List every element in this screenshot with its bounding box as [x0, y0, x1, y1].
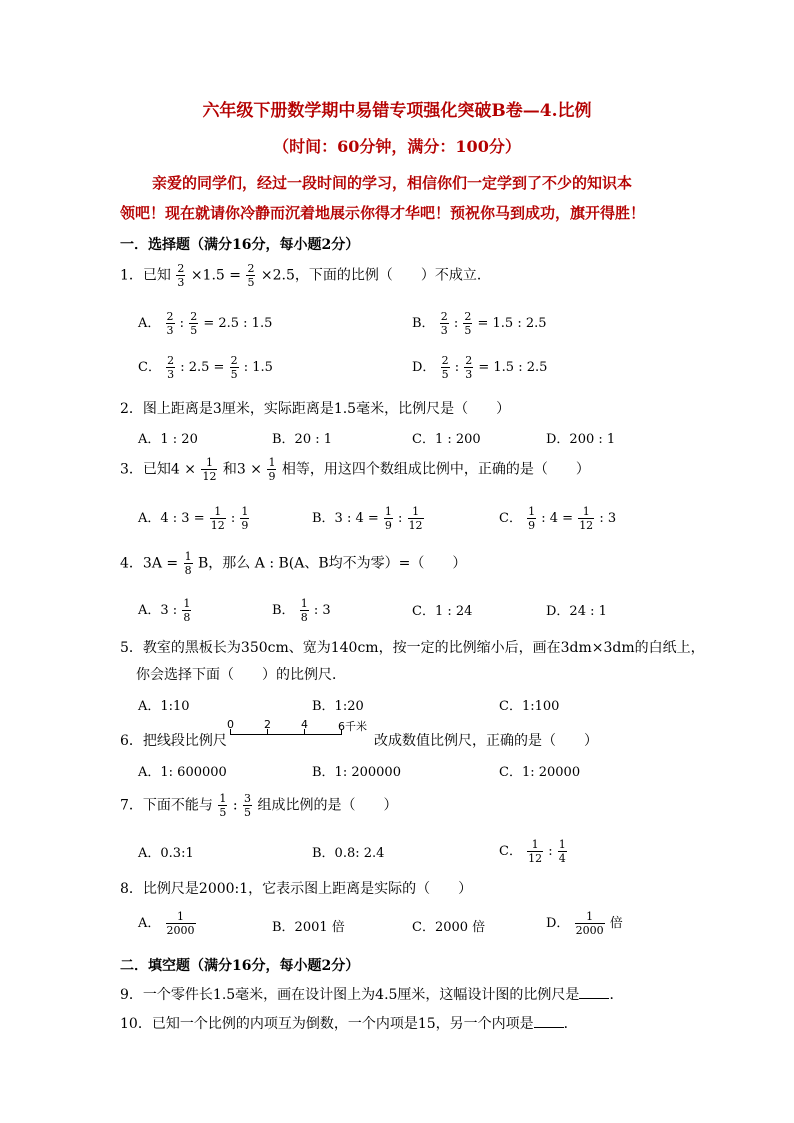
fraction — [166, 354, 175, 381]
numerator: 1 — [183, 597, 191, 610]
option-tail: : 3 — [313, 603, 331, 618]
numerator: 1 — [219, 792, 227, 805]
denominator: 3 — [167, 368, 175, 381]
denominator: 12 — [210, 519, 225, 532]
denominator: 12 — [579, 519, 594, 532]
denominator: 3 — [440, 324, 448, 337]
q7-option-a[interactable]: A．0.3:1 — [138, 846, 194, 861]
option-letter: B． — [412, 316, 435, 331]
fraction — [210, 505, 226, 532]
denominator: 5 — [441, 368, 449, 381]
numerator: 1 — [531, 838, 539, 851]
denominator: 8 — [184, 564, 192, 577]
q4-option-b[interactable] — [272, 597, 331, 624]
q6-option-c[interactable]: C．1: 20000 — [499, 765, 581, 780]
scale-label: 6千米 — [338, 720, 367, 733]
fraction — [527, 838, 543, 865]
denominator: 3 — [177, 276, 185, 289]
question-5-line-1: 5．教室的黑板长为350cm、宽为140cm，按一定的比例缩小后，画在3dm×3dm的白纸上， — [120, 640, 705, 656]
question-6-post: 改成数值比例尺，正确的是（ ） — [374, 733, 598, 749]
scale-label: 2 — [264, 718, 271, 731]
section-heading-fill: 二．填空题（满分16分，每小题2分） — [120, 958, 360, 974]
section-heading-choice: 一．选择题（满分16分，每小题2分） — [120, 237, 360, 253]
fraction — [527, 505, 536, 532]
q9-text: 9．一个零件长1.5毫米，画在设计图上为4.5厘米，这幅设计图的比例尺是 — [120, 987, 580, 1003]
denominator: 12 — [528, 852, 543, 865]
fraction — [575, 910, 605, 937]
question-6-pre: 6．把线段比例尺 — [120, 733, 227, 749]
q7-pre: 7．下面不能与 — [120, 797, 213, 814]
option-letter: A． — [138, 316, 161, 331]
q8-option-b[interactable]: B．2001 倍 — [272, 920, 345, 935]
option-tail: : 3 — [599, 511, 617, 526]
q4-option-c[interactable]: C．1 : 24 — [412, 604, 473, 619]
denominator: 9 — [268, 470, 276, 483]
q1-option-b[interactable]: B． $\frac{2}{3}$ : $\frac{2}{5}$ = 1.5 : 2.5 — [412, 310, 547, 337]
option-letter: A． — [138, 916, 161, 931]
fraction — [578, 505, 594, 532]
numerator: 1 — [528, 505, 536, 518]
numerator: 1 — [582, 505, 590, 518]
fraction — [166, 310, 175, 337]
denominator: 12 — [408, 519, 423, 532]
numerator: 2 — [167, 354, 175, 367]
fraction — [300, 597, 309, 624]
q6-option-b[interactable]: B．1: 200000 — [312, 765, 401, 780]
numerator: 2 — [166, 310, 174, 323]
fraction — [166, 910, 196, 937]
q7-option-c[interactable]: C． $\frac{1}{12}$ : $\frac{1}{4}$ — [499, 838, 566, 865]
q8-option-a[interactable] — [138, 910, 197, 937]
q3-option-b[interactable]: B．3 : 4 = $\frac{1}{9}$ : $\frac{1}{12}$ — [312, 505, 423, 532]
question-9 — [120, 984, 623, 1004]
q3-post: 相等，用这四个数组成比例中，正确的是（ ） — [281, 461, 590, 478]
denominator: 12 — [202, 470, 217, 483]
q2-option-d[interactable]: D．200 : 1 — [546, 432, 616, 447]
q4-option-d[interactable]: D．24 : 1 — [546, 604, 607, 619]
denominator: 5 — [190, 324, 198, 337]
numerator: 1 — [184, 550, 192, 563]
scale-line — [230, 734, 342, 735]
numerator: 1 — [241, 505, 249, 518]
scale-label: 4 — [301, 718, 308, 731]
q5-option-a[interactable]: A．1:10 — [138, 699, 190, 714]
page-subtitle: （时间：60分钟，满分：100分） — [273, 137, 521, 156]
answer-blank[interactable] — [534, 1013, 564, 1028]
page-title: 六年级下册数学期中易错专项强化突破B卷—4.比例 — [202, 101, 592, 121]
option-letter: D． — [546, 916, 570, 931]
numerator: 2 — [177, 262, 185, 275]
q6-option-a[interactable]: A．1: 600000 — [138, 765, 227, 780]
option-mid: : 2.5 = — [180, 360, 225, 375]
numerator: 1 — [205, 456, 213, 469]
fraction — [240, 505, 249, 532]
q4-post: B，那么 A : B(A、B均不为零）=（ ） — [198, 555, 467, 572]
numerator: 2 — [440, 310, 448, 323]
fraction — [558, 838, 567, 865]
fraction — [230, 354, 239, 381]
fraction — [182, 597, 191, 624]
option-tail: 倍 — [609, 916, 623, 931]
q7-option-b[interactable]: B．0.8: 2.4 — [312, 846, 385, 861]
q10-end: ． — [563, 1016, 578, 1032]
q3-pre: 3．已知4 × — [120, 461, 196, 478]
q2-option-b[interactable]: B．20 : 1 — [272, 432, 333, 447]
denominator: 9 — [241, 519, 249, 532]
q10-text: 10．已知一个比例的内项互为倒数，一个内项是15，另一个内项是 — [120, 1016, 534, 1032]
q1-post: ×2.5，下面的比例（ ）不成立． — [260, 267, 491, 284]
fraction — [218, 792, 227, 819]
fraction — [189, 310, 198, 337]
option-tail: = 2.5 : 1.5 — [203, 316, 273, 331]
fraction — [463, 310, 472, 337]
fraction — [246, 262, 255, 289]
denominator: 3 — [166, 324, 174, 337]
q2-option-c[interactable]: C．1 : 200 — [412, 432, 481, 447]
denominator: 2000 — [575, 924, 604, 937]
q1-mid: ×1.5 = — [190, 267, 242, 284]
numerator: 1 — [586, 910, 594, 923]
q5-option-b[interactable]: B．1:20 — [312, 699, 364, 714]
option-tail: = 1.5 : 2.5 — [477, 316, 547, 331]
q2-option-a[interactable]: A．1 : 20 — [138, 432, 198, 447]
numerator: 2 — [247, 262, 255, 275]
numerator: 2 — [465, 354, 473, 367]
denominator: 5 — [244, 806, 251, 819]
q1-option-c[interactable] — [138, 354, 273, 381]
question-2: 2．图上距离是3厘米，实际距离是1.5毫米，比例尺是（ ） — [120, 401, 511, 417]
denominator: 3 — [465, 368, 473, 381]
numerator: 2 — [464, 310, 472, 323]
option-letter: C． — [138, 360, 161, 375]
line-scale-bar — [226, 720, 376, 744]
intro-line-2: 领吧！现在就请你冷静而沉着地展示你得才华吧！预祝你马到成功，旗开得胜！ — [120, 204, 646, 222]
q1-option-a[interactable]: A． $\frac{2}{3}$ : $\frac{2}{5}$ = 2.5 : 1.5 — [138, 310, 273, 337]
denominator: 5 — [464, 324, 472, 337]
option-letter: D． — [412, 360, 436, 375]
answer-blank[interactable] — [579, 984, 609, 999]
q4-option-a[interactable] — [138, 597, 192, 624]
denominator: 9 — [384, 519, 392, 532]
fraction — [201, 456, 217, 483]
option-letter: C． — [499, 511, 522, 526]
question-10 — [120, 1013, 578, 1033]
fraction — [464, 354, 473, 381]
option-text: A．3 : — [138, 603, 178, 618]
option-text: A．4 : 3 = — [138, 511, 205, 526]
option-tail: : 1.5 — [243, 360, 273, 375]
denominator: 5 — [247, 276, 255, 289]
intro-line-1: 亲爱的同学们，经过一段时间的学习，相信你们一定学到了不少的知识本 — [152, 174, 633, 192]
numerator: 2 — [190, 310, 198, 323]
q3-option-a[interactable]: A．4 : 3 = $\frac{1}{12}$ : $\frac{1}{9}$ — [138, 505, 249, 532]
numerator: 2 — [441, 354, 449, 367]
question-3 — [120, 456, 590, 483]
q7-post: 组成比例的是（ ） — [257, 797, 398, 814]
fraction — [267, 456, 276, 483]
q1-pre: 1．已知 — [120, 267, 171, 284]
numerator: 1 — [268, 456, 276, 469]
q8-option-d[interactable] — [546, 910, 623, 937]
denominator: 9 — [528, 519, 536, 532]
option-letter: B． — [272, 603, 295, 618]
denominator: 8 — [183, 611, 191, 624]
numerator: 1 — [384, 505, 392, 518]
option-tail: = 1.5 : 2.5 — [478, 360, 548, 375]
q8-option-c[interactable]: C．2000 倍 — [412, 920, 486, 935]
fraction — [176, 262, 185, 289]
q9-end: ． — [609, 987, 624, 1003]
fraction — [184, 550, 193, 577]
option-mid: : 4 = — [541, 511, 574, 526]
numerator: 3 — [244, 792, 251, 805]
question-4 — [120, 550, 466, 577]
denominator: 4 — [558, 852, 566, 865]
q1-option-d[interactable]: D． $\frac{2}{5}$ : $\frac{2}{3}$ = 1.5 : 2.5 — [412, 354, 548, 381]
question-5-line-2: 你会选择下面（ ）的比例尺． — [136, 667, 346, 683]
question-7: 7．下面不能与 $\frac{1}{5}$ : $\frac{3}{5}$ 组成比例的是（ ） — [120, 792, 398, 819]
question-8: 8．比例尺是2000:1，它表示图上距离是实际的（ ） — [120, 881, 473, 897]
numerator: 2 — [230, 354, 238, 367]
fraction — [408, 505, 424, 532]
q3-mid: 和3 × — [222, 461, 262, 478]
fraction — [441, 354, 450, 381]
fraction — [440, 310, 449, 337]
question-1 — [120, 262, 491, 289]
fraction — [243, 792, 252, 819]
denominator: 5 — [219, 806, 227, 819]
scale-label: 0 — [227, 718, 234, 731]
q3-option-c[interactable] — [499, 505, 616, 532]
fraction — [384, 505, 393, 532]
option-letter: C． — [499, 844, 522, 859]
numerator: 1 — [558, 838, 566, 851]
numerator: 1 — [412, 505, 420, 518]
denominator: 8 — [300, 611, 308, 624]
numerator: 1 — [177, 910, 185, 923]
q5-option-c[interactable]: C．1:100 — [499, 699, 560, 714]
denominator: 5 — [230, 368, 238, 381]
q4-pre: 4．3A = — [120, 555, 179, 572]
numerator: 1 — [300, 597, 308, 610]
denominator: 2000 — [166, 924, 195, 937]
numerator: 1 — [214, 505, 222, 518]
option-text: B．3 : 4 = — [312, 511, 379, 526]
